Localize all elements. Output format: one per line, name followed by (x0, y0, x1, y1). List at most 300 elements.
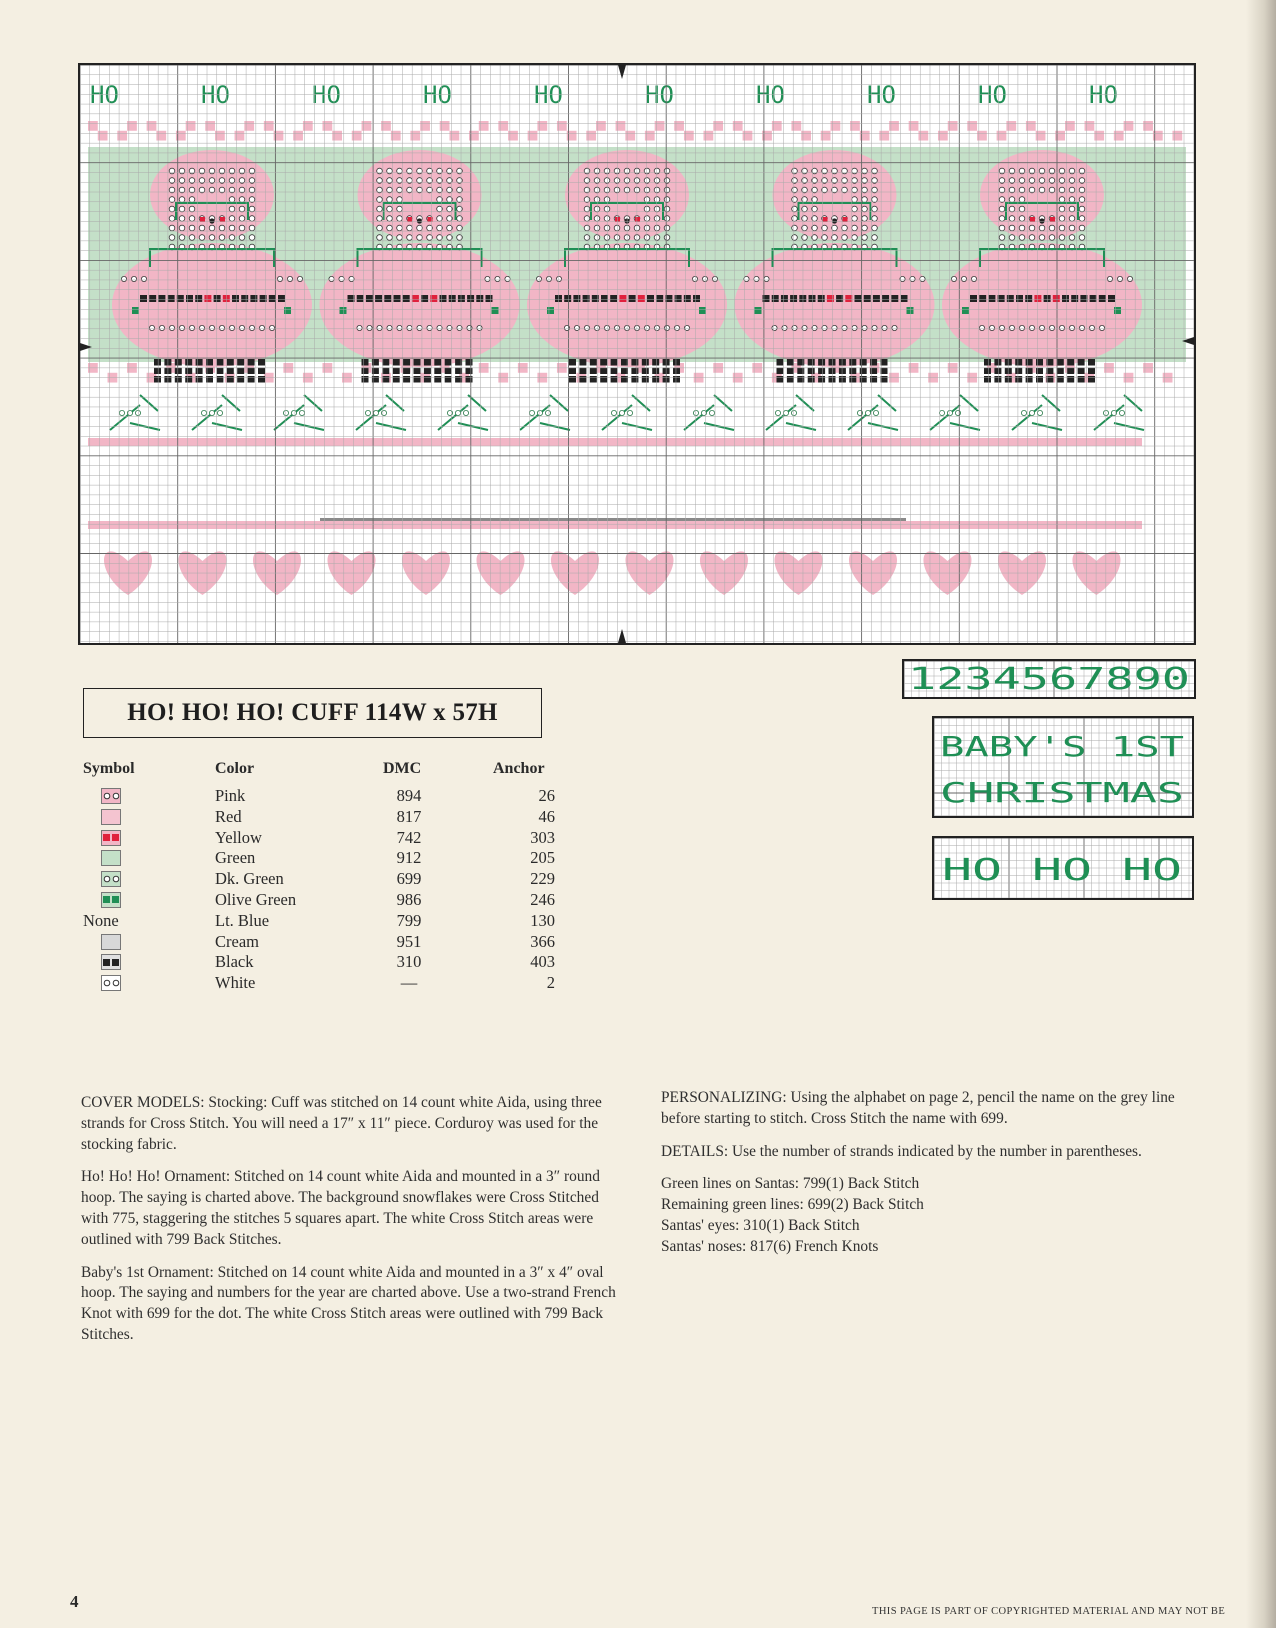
beard-stitch (199, 235, 205, 241)
beard-stitch (842, 168, 848, 174)
pink-check (498, 121, 508, 131)
pink-check (557, 121, 567, 131)
belt-stitch (647, 295, 654, 302)
beard-stitch (832, 225, 838, 231)
boot-stitch (600, 368, 607, 375)
key-anchor-number: 246 (530, 889, 555, 909)
boot-stitch (797, 368, 804, 375)
holly-stem (930, 395, 980, 430)
boot-stitch (362, 368, 369, 375)
pink-check (362, 121, 372, 131)
key-swatch (101, 892, 121, 908)
beard-stitch (644, 225, 650, 231)
berry-stitch (701, 410, 706, 415)
beard-stitch (664, 225, 670, 231)
beard-stitch (604, 168, 610, 174)
instructions-right-column (661, 1088, 1201, 1258)
boot-stitch (787, 376, 794, 383)
key-dmc-number: 699 (396, 869, 422, 889)
belt-stitch (970, 295, 977, 302)
boot-stitch (1057, 376, 1064, 383)
beard-stitch (872, 225, 878, 231)
green-stitch (699, 307, 706, 314)
beard-stitch (584, 216, 590, 222)
boot-stitch (994, 376, 1001, 383)
beard-stitch (397, 216, 403, 222)
boot-stitch (777, 368, 784, 375)
hem-stitch (229, 325, 234, 330)
boot-stitch (185, 359, 192, 366)
berry-stitch (775, 410, 780, 415)
key-dmc-number: 986 (396, 889, 422, 909)
santa-nose (209, 218, 214, 223)
belt-stitch (781, 295, 788, 302)
boot-stitch (818, 376, 825, 383)
key-dmc-number: 951 (396, 931, 422, 951)
boot-stitch (881, 376, 888, 383)
beard-stitch (229, 206, 235, 212)
boot-stitch (1067, 368, 1074, 375)
mitten-stitch (505, 276, 510, 281)
details-line: Green lines on Santas: 799(1) Back Stitch (661, 1175, 920, 1193)
pink-check (596, 121, 606, 131)
beard-stitch (239, 168, 245, 174)
belt-stitch (1016, 295, 1023, 302)
page-number: 4 (70, 1592, 79, 1611)
berry-stitch (127, 410, 132, 415)
pink-check (831, 121, 841, 131)
mitten-stitch (971, 276, 976, 281)
boot-stitch (362, 376, 369, 383)
beard-stitch (852, 197, 858, 203)
pink-check (997, 131, 1007, 141)
beard-stitch (862, 206, 868, 212)
boot-stitch (382, 376, 389, 383)
berry-stitch (201, 410, 206, 415)
beard-stitch (664, 197, 670, 203)
boot-stitch (1088, 376, 1095, 383)
pink-check (352, 131, 362, 141)
pink-check (293, 131, 303, 141)
belt-stitch (357, 295, 364, 302)
holly-sprig (1012, 395, 1062, 430)
pink-check (645, 131, 655, 141)
beard-stitch (1019, 206, 1025, 212)
belt-stitch (186, 295, 193, 302)
beard-stitch (852, 235, 858, 241)
key-swatch-cell (102, 851, 111, 865)
details-line: Santas' eyes: 310(1) Back Stitch (661, 1216, 860, 1234)
beard-stitch (644, 197, 650, 203)
beard-stitch (209, 168, 215, 174)
boot-stitch (777, 359, 784, 366)
beard-stitch (189, 206, 195, 212)
boot-stitch (154, 368, 161, 375)
beard-stitch (792, 197, 798, 203)
berry-stitch (299, 410, 304, 415)
beard-stitch (457, 235, 463, 241)
boot-stitch (860, 368, 867, 375)
beard-stitch (387, 225, 393, 231)
pink-check (850, 121, 860, 131)
beard-stitch (999, 197, 1005, 203)
boot-stitch (185, 376, 192, 383)
boot-stitch (393, 368, 400, 375)
berry-stitch (291, 410, 296, 415)
berry-stitch (1119, 410, 1124, 415)
belt-stitch (168, 295, 175, 302)
berry-stitch (209, 410, 214, 415)
hem-stitch (457, 325, 462, 330)
beard-stitch (377, 206, 383, 212)
santa-nose (832, 218, 837, 223)
boot-stitch (1015, 376, 1022, 383)
beard-stitch (999, 225, 1005, 231)
pink-check (1026, 121, 1036, 131)
hem-stitch (1079, 325, 1084, 330)
santa-skirt (372, 333, 468, 355)
ho-repeat-label: HO (90, 81, 119, 109)
boot-stitch (154, 376, 161, 383)
berry-stitch (1037, 410, 1042, 415)
pink-check (801, 131, 811, 141)
key-color-name: Olive Green (215, 889, 297, 909)
boot-stitch (673, 376, 680, 383)
berry-stitch (1021, 410, 1026, 415)
beard-stitch (999, 235, 1005, 241)
pink-check (244, 121, 254, 131)
hem-stitch (802, 325, 807, 330)
boot-stitch (445, 359, 452, 366)
belt-stitch (809, 295, 816, 302)
santa-skirt (787, 333, 883, 355)
beard-stitch (1029, 168, 1035, 174)
belt-stitch (998, 295, 1005, 302)
key-dmc-number: 310 (396, 952, 422, 972)
belt-stitch (573, 295, 580, 302)
boot-stitch (1026, 376, 1033, 383)
boot-stitch (642, 376, 649, 383)
pink-check (938, 131, 948, 141)
belt-stitch (988, 295, 995, 302)
green-stitch (492, 307, 499, 314)
belt-stitch (1108, 295, 1115, 302)
pink-check (879, 131, 889, 141)
ho-repeat-label: HO (645, 81, 674, 109)
pink-check (147, 121, 157, 131)
hem-stitch (1089, 325, 1094, 330)
hem-stitch (219, 325, 224, 330)
beard-stitch (249, 235, 255, 241)
holly-sprig (930, 395, 980, 430)
key-dmc-number: 817 (396, 806, 422, 826)
boot-stitch (818, 368, 825, 375)
beard-stitch (377, 197, 383, 203)
key-swatch-cell (102, 893, 111, 907)
hem-stitch (387, 325, 392, 330)
beard-stitch (229, 197, 235, 203)
boot-stitch (1067, 376, 1074, 383)
beard-stitch (872, 235, 878, 241)
boot-stitch (362, 359, 369, 366)
boot-stitch (227, 376, 234, 383)
belt-stitch (979, 295, 986, 302)
key-swatch-cell (102, 789, 111, 803)
key-dmc-number: 799 (396, 910, 422, 930)
numbers-chart-grid (904, 661, 1194, 697)
beard-stitch (1069, 168, 1075, 174)
beard-stitch (594, 168, 600, 174)
berry-stitch (529, 410, 534, 415)
pink-check (303, 121, 313, 131)
boot-stitch (590, 359, 597, 366)
beard-stitch (1059, 225, 1065, 231)
berry-stitch (783, 410, 788, 415)
boot-stitch (414, 368, 421, 375)
berry-stitch (873, 410, 878, 415)
pink-check (391, 131, 401, 141)
boot-stitch (403, 376, 410, 383)
hem-stitch (574, 325, 579, 330)
page-edge-shadow (1246, 0, 1276, 1628)
hem-stitch (1059, 325, 1064, 330)
key-anchor-number: 229 (530, 869, 555, 889)
babys-ornament-paragraph: Baby's 1st Ornament: Stitched on 14 count white Aida and mounted in a 3″ x 4″ oval hoop. The saying and numbers for the year are charted above. Use a two-strand French Knot with 699 for the dot. The white Cross Stitch areas were outlined with 799 Back Stitches. (81, 1263, 616, 1343)
pink-check (1114, 131, 1124, 141)
babys-first-chart-grid (934, 718, 1192, 816)
hem-stitch (397, 325, 402, 330)
beard-stitch (1009, 216, 1015, 222)
pink-check (98, 131, 108, 141)
hem-stitch (604, 325, 609, 330)
beard-stitch (792, 216, 798, 222)
beard-stitch (1029, 235, 1035, 241)
beard-stitch (802, 197, 808, 203)
key-color-name: Green (215, 848, 256, 868)
pink-check (674, 121, 684, 131)
beard-stitch (249, 197, 255, 203)
beard-stitch (377, 216, 383, 222)
hem-stitch (644, 325, 649, 330)
beard-stitch (377, 225, 383, 231)
ho-repeat-label: HO (312, 81, 341, 109)
santa-skirt (164, 333, 260, 355)
berry-stitch (627, 410, 632, 415)
belt-stitch (629, 295, 636, 302)
beard-stitch (229, 225, 235, 231)
boot-stitch (196, 359, 203, 366)
beard-stitch (584, 235, 590, 241)
pink-check (440, 121, 450, 131)
pink-check (449, 131, 459, 141)
beard-stitch (1069, 206, 1075, 212)
belt-stitch (818, 295, 825, 302)
holly-stem (1094, 395, 1144, 430)
beard-stitch (862, 168, 868, 174)
key-anchor-number: 366 (530, 931, 555, 951)
boot-stitch (600, 359, 607, 366)
beard-stitch (427, 168, 433, 174)
color-key-row (83, 932, 573, 953)
copyright-notice: THIS PAGE IS PART OF COPYRIGHTED MATERIAL AND MAY NOT BE (872, 1606, 1226, 1617)
color-key-row (83, 807, 573, 828)
pink-check (205, 121, 215, 131)
key-color-name: Pink (215, 786, 246, 805)
beard-stitch (1039, 225, 1045, 231)
key-swatch (101, 788, 121, 804)
beard-stitch (862, 235, 868, 241)
boot-stitch (569, 368, 576, 375)
beard-stitch (862, 216, 868, 222)
boot-stitch (1036, 359, 1043, 366)
belt-stitch (149, 295, 156, 302)
hem-stitch (979, 325, 984, 330)
beard-stitch (832, 168, 838, 174)
hem-stitch (1029, 325, 1034, 330)
boot-stitch (849, 376, 856, 383)
color-key-row (83, 828, 573, 849)
pink-check (264, 121, 274, 131)
mitten-stitch (961, 276, 966, 281)
holly-sprig (274, 395, 324, 430)
boot-stitch (829, 368, 836, 375)
boot-stitch (652, 376, 659, 383)
key-anchor-number: 205 (530, 848, 555, 868)
beard-stitch (802, 225, 808, 231)
beard-stitch (397, 235, 403, 241)
santa-nose (1039, 218, 1044, 223)
pink-check (684, 131, 694, 141)
beard-stitch (852, 216, 858, 222)
boot-stitch (818, 359, 825, 366)
beard-stitch (594, 225, 600, 231)
belt-stitch (693, 295, 700, 302)
key-dmc-number: — (400, 973, 418, 993)
key-swatch (101, 954, 121, 970)
pink-check (1085, 121, 1095, 131)
beard-stitch (1069, 216, 1075, 222)
boot-stitch (1015, 359, 1022, 366)
boot-stitch (393, 359, 400, 366)
mitten-stitch (744, 276, 749, 281)
boot-stitch (611, 359, 618, 366)
beard-stitch (377, 168, 383, 174)
beard-stitch (1079, 206, 1085, 212)
beard-stitch (999, 168, 1005, 174)
holly-stem (274, 395, 324, 430)
beard-stitch (169, 206, 175, 212)
beard-stitch (1069, 235, 1075, 241)
belt-stitch (366, 295, 373, 302)
boot-stitch (994, 368, 1001, 375)
beard-stitch (189, 197, 195, 203)
beard-stitch (1049, 235, 1055, 241)
boot-stitch (590, 376, 597, 383)
beard-stitch (1019, 225, 1025, 231)
hem-stitch (872, 325, 877, 330)
beard-stitch (457, 216, 463, 222)
beard-stitch (802, 168, 808, 174)
key-swatch (101, 871, 121, 887)
color-key-row (83, 869, 573, 890)
boot-stitch (797, 376, 804, 383)
boot-stitch (466, 376, 473, 383)
beard-stitch (249, 168, 255, 174)
header-anchor: Anchor (493, 760, 545, 777)
pink-check (1143, 121, 1153, 131)
beard-stitch (179, 206, 185, 212)
boot-stitch (216, 376, 223, 383)
beard-stitch (1079, 235, 1085, 241)
boot-stitch (414, 359, 421, 366)
beard-stitch (842, 225, 848, 231)
mitten-stitch (951, 276, 956, 281)
hem-stitch (782, 325, 787, 330)
boot-stitch (466, 368, 473, 375)
pink-check (967, 121, 977, 131)
hem-stitch (269, 325, 274, 330)
beard-stitch (387, 235, 393, 241)
hem-stitch (882, 325, 887, 330)
holly-sprig (848, 395, 898, 430)
boot-stitch (1078, 368, 1085, 375)
babys-first-chart (932, 716, 1194, 818)
beard-stitch (397, 168, 403, 174)
beard-stitch (417, 168, 423, 174)
hem-stitch (594, 325, 599, 330)
pink-check (1124, 121, 1134, 131)
beard-stitch (1059, 197, 1065, 203)
details-line: Santas' noses: 817(6) French Knots (661, 1237, 879, 1255)
boot-stitch (808, 359, 815, 366)
beard-stitch (239, 225, 245, 231)
berry-stitch (955, 410, 960, 415)
ho-ho-ho-ornament-label: HO HO HO (942, 853, 1182, 888)
pink-check (1094, 131, 1104, 141)
berry-stitch (947, 410, 952, 415)
boot-stitch (434, 359, 441, 366)
boot-stitch (849, 359, 856, 366)
belt-stitch (601, 295, 608, 302)
beard-stitch (999, 216, 1005, 222)
beard-stitch (169, 216, 175, 222)
hem-stitch (377, 325, 382, 330)
belt-stitch (195, 295, 202, 302)
beard-stitch (169, 168, 175, 174)
boot-stitch (839, 376, 846, 383)
berry-stitch (217, 410, 222, 415)
beard-stitch (239, 197, 245, 203)
beard-stitch (1019, 168, 1025, 174)
boot-stitch (808, 376, 815, 383)
key-swatch-cell (102, 976, 111, 990)
beard-stitch (377, 235, 383, 241)
mitten-stitch (495, 276, 500, 281)
boot-stitch (237, 368, 244, 375)
beard-stitch (209, 235, 215, 241)
beard-stitch (614, 225, 620, 231)
beard-stitch (229, 235, 235, 241)
beard-stitch (802, 216, 808, 222)
pink-check (381, 121, 391, 131)
beard-stitch (604, 235, 610, 241)
hem-stitch (179, 325, 184, 330)
belt-stitch (1025, 295, 1032, 302)
boot-stitch (154, 359, 161, 366)
hem-stitch (249, 325, 254, 330)
beard-stitch (407, 235, 413, 241)
pink-check (235, 131, 245, 141)
